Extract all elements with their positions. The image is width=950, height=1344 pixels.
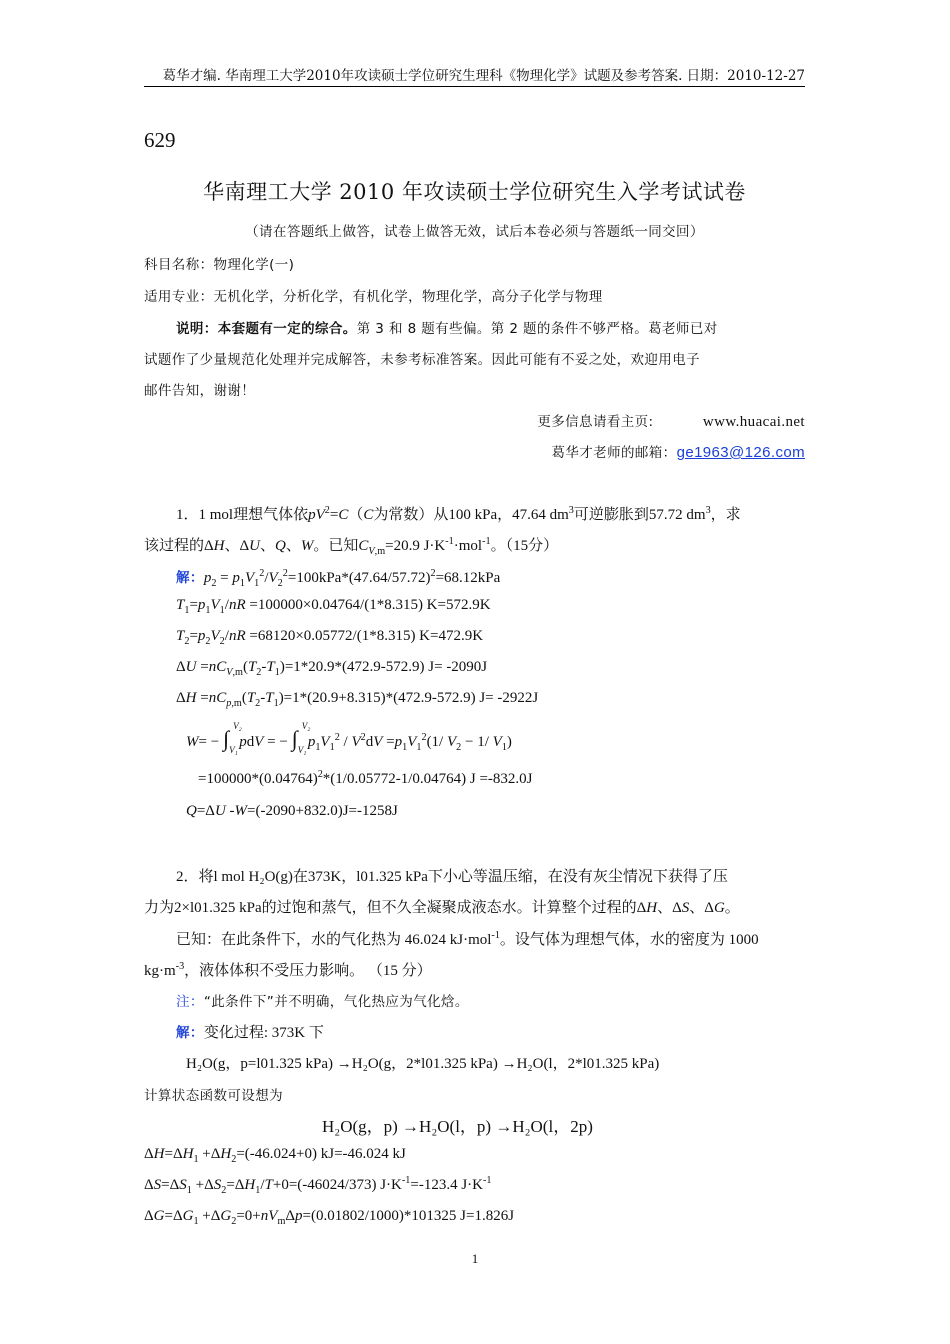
q1-solution-5: $\Delta H =nC_{p,m}(T_2-T_1)=1*(20.9+8.315)*(472.9-572.9)$ J= -2922J: [176, 690, 539, 709]
q2-dS: $\Delta S=\Delta S_1 +\Delta S_2=\Delta H_1/T+0=(-46024/373)$ $J\cdot K^{-1}=-123.4$ $J\cdot K^{-1}$: [144, 1175, 492, 1196]
q1-text: 该过程的Δ: [144, 538, 214, 554]
page-title: 华南理工大学 2010 年攻读硕士学位研究生入学考试试卷: [203, 180, 746, 204]
header-rule: [144, 86, 805, 87]
q1-solution-1: 解：$p_2 = p_1V_1^2/V_2^2=100kPa*(47.64/57.72)^2=68.12kPa$: [176, 568, 501, 589]
note-line-1: [176, 317, 718, 337]
q1-text: 、Δ: [224, 538, 250, 554]
q1-text: 。已知: [313, 538, 359, 554]
q2-process-2: H₂O(g，p) →H₂O(l，p) →H₂O(l，2p): [322, 1117, 593, 1136]
q1-text: 1．1 mol理想气体依: [176, 507, 309, 523]
q1-line-1: 1．1 mol理想气体依$pV^2=C(C$为常数）从100 kPa，47.64 $dm^3$可逆膨胀到57.72 $dm^3$，求: [176, 505, 741, 523]
q1-work-integral: W= − ∫ V₂ V₁ pdV = − ∫ V₂ V₁ $p_1V_1^2 / V^2dV =p_1V_1^2(1/$ $V_2 - 1/$ $V_1$): [186, 721, 512, 755]
q1-eq: =(-2090+832.0)J=-1258J: [247, 803, 398, 819]
subject-name: 科目名称：物理化学(一): [144, 257, 295, 273]
q2-eq: +0=(-46024/373) J·K: [272, 1177, 402, 1193]
q1-text: 为常数）从100 kPa，47.64 dm: [373, 507, 569, 523]
q1-line-2: 该过程的ΔH、ΔU、Q、W。已知$C_{V,m}=20.9$ $J\cdot K^{-1}\cdot mol^{-1}$。（15分）: [144, 536, 559, 557]
q1-eq: =100kPa*(47.64/57.72): [287, 570, 431, 586]
q1-solution-2: $T_1=p_1V_1/nR =100000\times 0.04764/(1*8.315)$ K=572.9K: [176, 597, 491, 616]
q1-text: 。（15分）: [490, 538, 559, 554]
q2-eq: =-123.4 J·K: [410, 1177, 483, 1193]
q2-dH: $\Delta H=\Delta H_1 +\Delta H_2=(-46.024+0)$ kJ=-46.024 kJ: [144, 1146, 406, 1165]
exam-code: 629: [144, 128, 176, 152]
q2-text: kg·m: [144, 963, 176, 979]
q2-note-text: “此条件下”并不明确，气化热应为气化焓。: [203, 994, 469, 1010]
note-label: 注：: [176, 994, 204, 1010]
q1-text: （: [348, 507, 364, 523]
q1-solution-8: Q=ΔU -W=(-2090+832.0)J=-1258J: [186, 803, 398, 819]
q1-text: =20.9 J·K: [385, 538, 446, 554]
q1-eq: =100000×0.04764/(1*8.315) K=572.9K: [249, 597, 491, 613]
homepage-line: [144, 410, 805, 431]
q2-text: 已知：在此条件下，水的气化热为 46.024 kJ·mol: [176, 932, 492, 948]
q2-eq: =(-46.024+0) kJ=-46.024 kJ: [236, 1146, 406, 1162]
q2-note: [176, 990, 469, 1010]
q1-eq: *(1/0.05772-1/0.04764) J =-832.0J: [322, 771, 533, 787]
q1-text: 、: [285, 538, 301, 554]
note-line-2: 试题作了少量规范化处理并完成解答，未参考标准答案。因此可能有不妥之处，欢迎用电子: [144, 352, 700, 368]
q2-line-4: $kg\cdot m^{-3}$，液体体积不受压力影响。 （15 分）: [144, 961, 432, 979]
note-label: 说明：本套题有一定的综合。: [176, 321, 357, 337]
q1-eq: =100000*(0.04764): [198, 771, 318, 787]
q2-line-1: 2．将l mol H₂O(g)在373K，l01.325 kPa下小心等温压缩，在没有灰尘情况下获得了压: [176, 869, 728, 885]
q2-text: 、Δ: [657, 900, 682, 916]
q1-text: ，求: [710, 507, 741, 523]
q2-line-3: 已知：在此条件下，水的气化热为 46.024 kJ·mol$^{-1}$。设气体为理想气体，水的密度为 1000: [176, 930, 759, 948]
applicable-majors: 适用专业：无机化学，分析化学，有机化学，物理化学，高分子化学与物理: [144, 289, 603, 305]
solution-label: 解：: [176, 570, 204, 586]
q2-text: 。设气体为理想气体，水的密度为 1000: [499, 932, 759, 948]
q2-solution-intro: [176, 1021, 324, 1042]
q2-eq: =(0.01802/1000)*101325 J=1.826J: [302, 1208, 515, 1224]
q1-text: 可逆膨胀到57.72 dm: [573, 507, 706, 523]
page-number: 1: [471, 1251, 479, 1266]
email-link[interactable]: ge1963@126.com: [676, 444, 805, 461]
q1-eq: =68120×0.05772/(1*8.315) K=472.9K: [249, 628, 484, 644]
q2-dG: $\Delta G=\Delta G_1 +\Delta G_2=0+nV_m\Delta p=(0.01802/1000)*101325$ J=1.826J: [144, 1208, 515, 1227]
homepage-label: 更多信息请看主页:: [537, 414, 654, 430]
running-header: 葛华才编. 华南理工大学2010年攻读硕士学位研究生理科《物理化学》试题及参考答案. 日期：2010-12-27: [162, 68, 805, 84]
exam-instructions: （请在答题纸上做答，试卷上做答无效，试后本卷必须与答题纸一同交回）: [245, 224, 704, 240]
q2-line-2: 力为2×l01.325 kPa的过饱和蒸气，但不久全凝聚成液态水。计算整个过程的ΔH、ΔS、ΔG。: [144, 900, 740, 916]
q1-solution-7: $=100000*(0.04764)^2*(1/0.05772-1/0.04764)$ J =-832.0J: [198, 769, 533, 787]
q1-eq: =68.12kPa: [435, 570, 501, 586]
q1-solution-4: $\Delta U =nC_{V,m}(T_2-T_1)=1*20.9*(472.9-572.9)$ J= -2090J: [176, 659, 488, 678]
email-label: 葛华才老师的邮箱：: [551, 445, 677, 461]
q2-text: 。: [724, 900, 740, 916]
q1-text: 、: [260, 538, 276, 554]
q2-text: 、Δ: [689, 900, 714, 916]
q1-solution-3: $T_2=p_2V_2/nR =68120\times 0.05772/(1*8.315)$ K=472.9K: [176, 628, 484, 647]
note-text-1: 第 3 和 8 题有些偏。第 2 题的条件不够严格。葛老师已对: [356, 321, 718, 337]
q1-eq: )=1*(20.9+8.315)*(472.9-572.9) J= -2922J: [278, 690, 539, 706]
homepage-link[interactable]: www.huacai.net: [702, 414, 805, 430]
q1-eq: )=1*20.9*(472.9-572.9) J= -2090J: [279, 659, 488, 675]
solution-label: 解：: [176, 1025, 204, 1041]
q2-text: ，液体体积不受压力影响。 （15 分）: [184, 963, 432, 979]
note-line-3: 邮件告知，谢谢！: [144, 383, 256, 399]
q2-solution-text: 变化过程: 373K 下: [203, 1025, 324, 1041]
q2-text: 力为2×l01.325 kPa的过饱和蒸气，但不久全凝聚成液态水。计算整个过程的Δ: [144, 900, 647, 916]
email-line: [144, 441, 805, 461]
q2-assume: 计算状态函数可设想为: [144, 1088, 283, 1104]
q1-text: ·mol: [453, 538, 483, 554]
q2-process-1: H₂O(g，p=l01.325 kPa) →H₂O(g，2*l01.325 kPa) →H₂O(l，2*l01.325 kPa): [186, 1056, 660, 1072]
